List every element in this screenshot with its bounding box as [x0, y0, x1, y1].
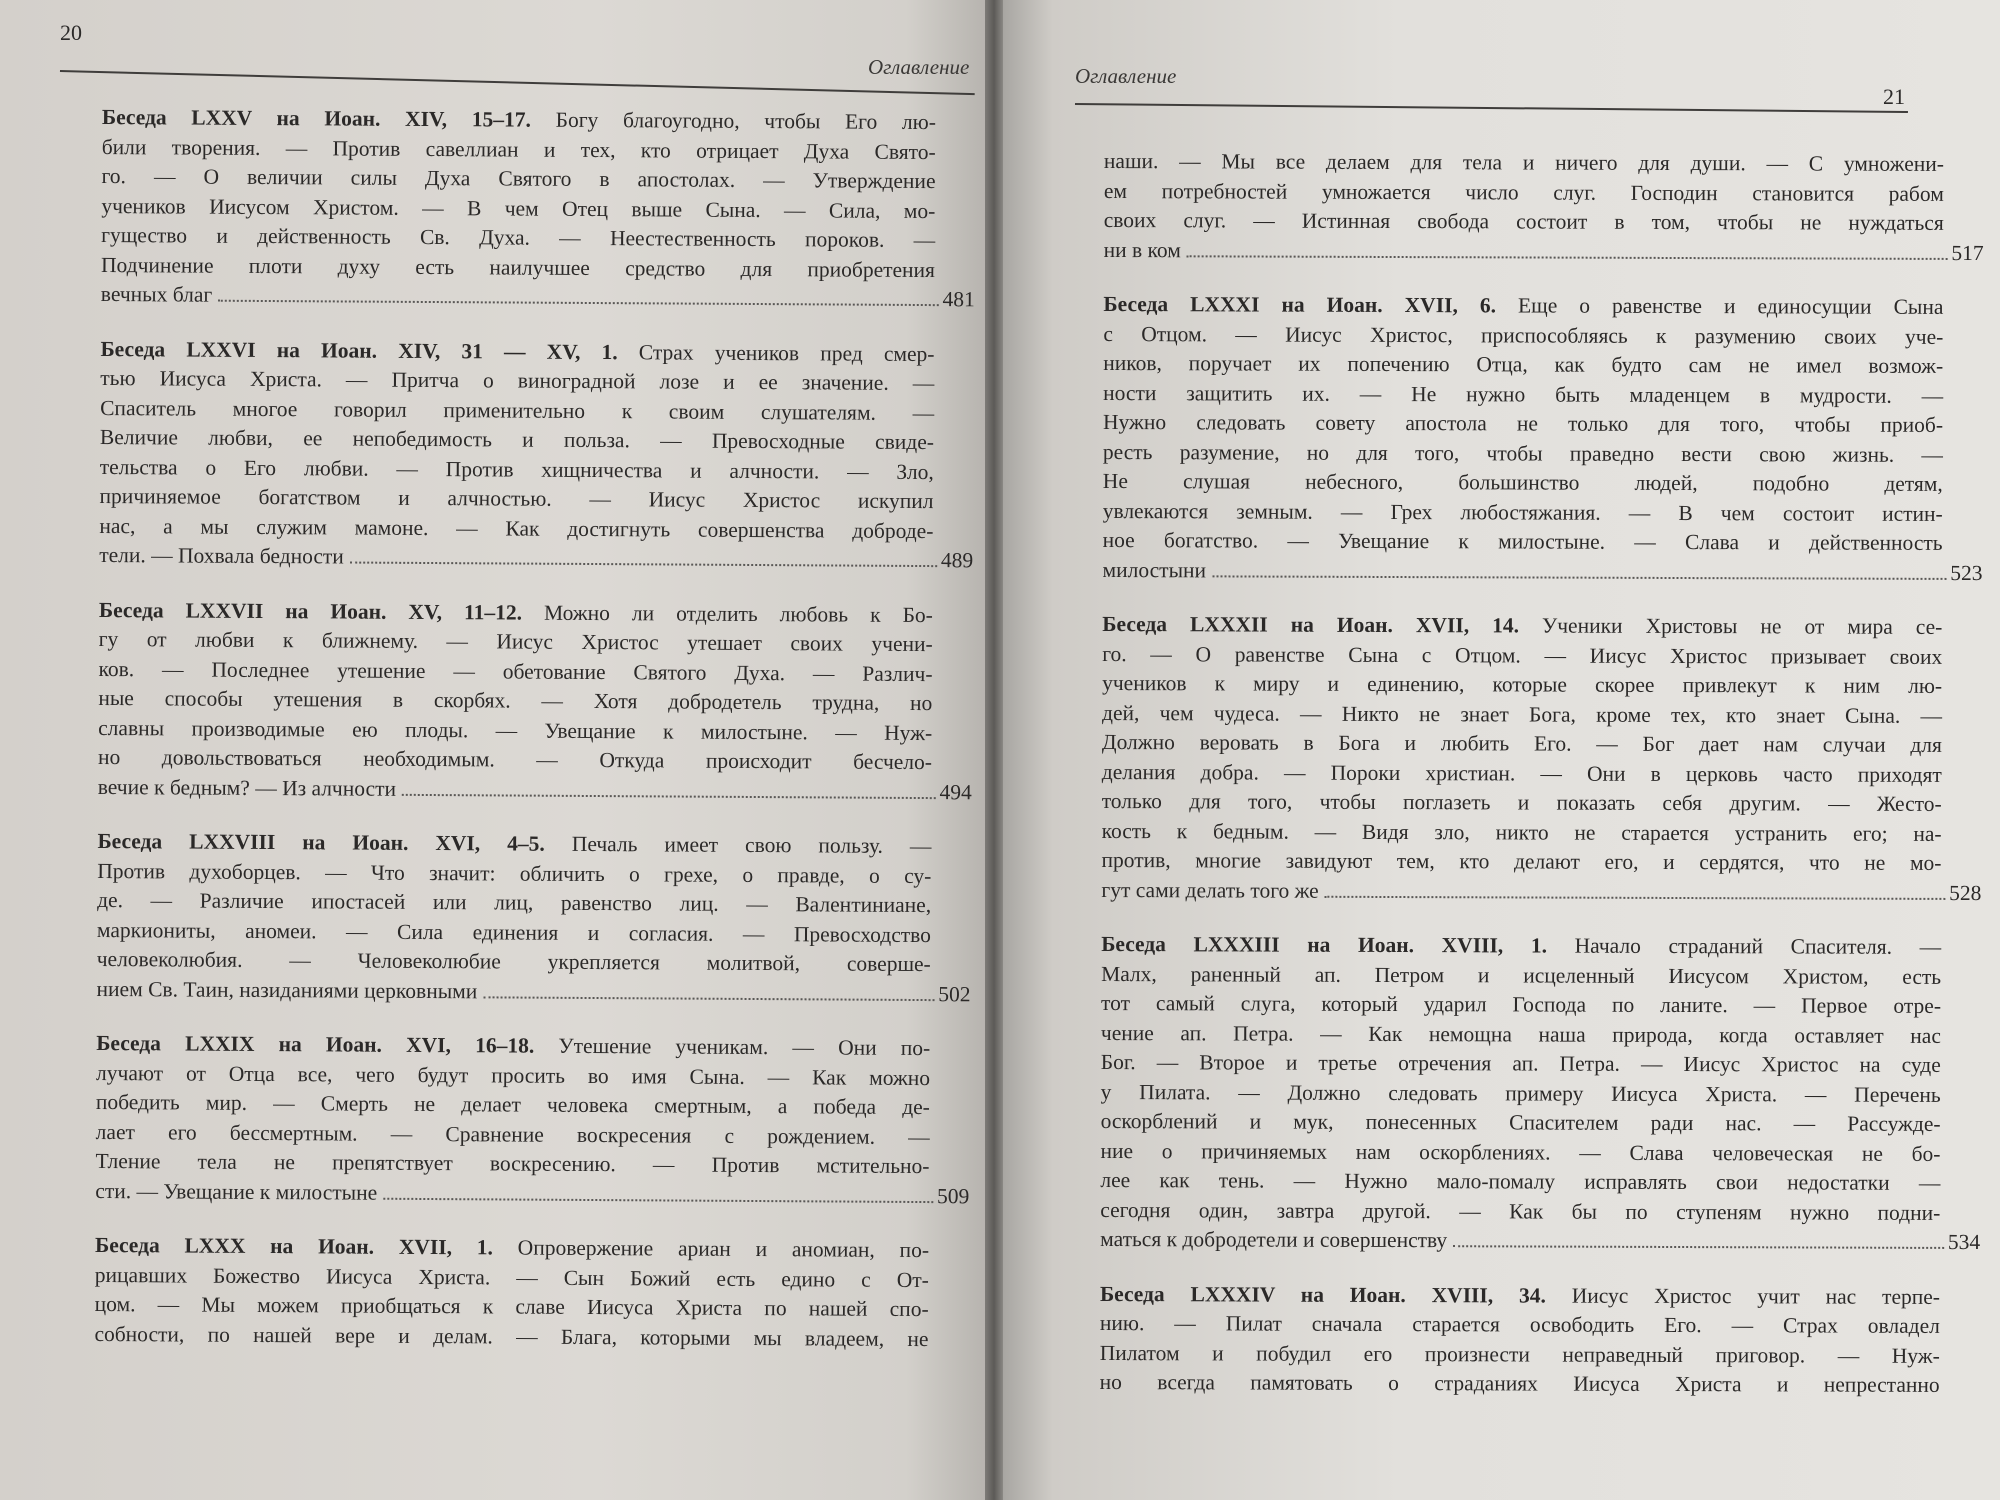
toc-entry-line: Малх, раненный ап. Петром и исцеленный Иисусом Христом, есть — [1101, 961, 1942, 989]
dot-leader — [483, 996, 934, 1001]
toc-entry-line: маркиониты, аномеи. — Сила единения и согласия. — Превосходство — [96, 917, 932, 947]
toc-entry — [101, 103, 976, 315]
toc-entry-title: Беседа LXXVIII на Иоан. XVI, 4–5. — [97, 828, 545, 856]
toc-entry-last-line: тели. — Похвала бедности 489 — [99, 541, 973, 576]
toc-entry-title: Беседа LXXIX на Иоан. XVI, 16–18. — [96, 1030, 535, 1058]
toc-entry-title: Беседа LXXVII на Иоан. XV, 11–12. — [98, 597, 523, 625]
toc-entry — [1104, 147, 1984, 268]
toc-entry — [1100, 930, 1981, 1258]
toc-entry-line: Бог. — Второе и третье отречения ап. Петра. — Иисус Христос на суде — [1100, 1049, 1941, 1077]
toc-entry-line: своих слуг. — Истинная свобода состоит в том, чтобы не нуждаться — [1103, 207, 1944, 235]
toc-entry — [1101, 610, 1982, 908]
toc-entry-line: только для того, чтобы поглазеть и показать себя другим. — Жесто- — [1101, 788, 1942, 816]
toc-entry-line: славны производимые ею плоды. — Увещание к милостыне. — Нуж- — [98, 715, 933, 745]
toc-entry-line: Спаситель многое говорил применительно к своим слушателям. — — [100, 395, 935, 425]
dot-leader — [350, 562, 937, 568]
toc-entry — [99, 334, 974, 575]
toc-entry-line: тью Иисуса Христа. — Притча о виноградной лозе и ее значение. — — [100, 365, 935, 396]
toc-entry-line: против, многие завидуют тем, кто делают его, и сердятся, что не мо- — [1101, 847, 1942, 875]
toc-entry-line: рицавших Божество Иисуса Христа. — Сын Божий есть едино с От- — [94, 1262, 929, 1292]
toc-entry-line: Беседа LXXXIV на Иоан. XVIII, 34. Иисус Христос учит нас терпе- — [1099, 1281, 1941, 1309]
toc-entry-title: Беседа LXXXI на Иоан. XVII, 6. — [1103, 291, 1497, 318]
toc-entry-line: Величие любви, ее непобедимость и польза. — Превосходные свиде- — [99, 424, 935, 455]
toc-entry-line: Тление тела не препятствует воскресению. — Против мстительно- — [95, 1148, 930, 1179]
toc-entry-line: сегодня один, завтра другой. — Как бы по ступеням нужно подни- — [1100, 1197, 1941, 1225]
dot-leader — [218, 300, 938, 306]
toc-entry-line: гущество и действенность Св. Духа. — Неестественность пороков. — — [101, 222, 936, 253]
toc-entry-line: причиняемое богатством и алчностью. — Иисус Христос искупил — [99, 483, 934, 514]
toc-entry-line: но всегда памятовать о страданиях Иисуса Христа и непрестанно — [1099, 1369, 1940, 1397]
toc-entry-line: тельства о Его любви. — Против хищничества и алчности. — Зло, — [99, 454, 934, 484]
toc-entry-line: Беседа LXXX на Иоан. XVII, 1. Опровержение ариан и аномиан, по- — [94, 1232, 930, 1263]
dot-leader — [1212, 575, 1946, 580]
toc-entry-line: Должно веровать в Бога и любить Его. — Бог дает нам случаи для — [1101, 729, 1942, 757]
toc-entry-line: гу от любви к ближнему. — Иисус Христос утешает своих учени- — [98, 626, 933, 657]
toc-entry — [98, 595, 973, 807]
toc-page-ref: 528 — [1949, 880, 1982, 905]
toc-entry-line: цом. — Мы можем приобщаться к славе Иисуса Христа по нашей спо- — [94, 1291, 929, 1322]
toc-entry-line: Не слушая небесного, большинство людей, подобно детям, — [1102, 468, 1943, 496]
running-head: Оглавление — [868, 55, 970, 79]
toc-page-ref: 481 — [942, 287, 975, 312]
toc-entry-line: Нужно следовать совету апостола не только для того, чтобы приоб- — [1102, 409, 1944, 437]
table-of-contents — [1100, 147, 1984, 1426]
toc-entry-line: оскорблений и мук, понесенных Спасителем ради нас. — Рассужде- — [1100, 1108, 1941, 1136]
toc-entry-line: лает его бессмертным. — Сравнение воскресения с рождением. — — [95, 1119, 930, 1149]
right-page — [1003, 0, 2000, 1500]
toc-entry-line: де. — Различие ипостасей или лиц, равенство лиц. — Валентиниане, — [97, 887, 932, 918]
toc-page-ref: 509 — [937, 1183, 970, 1208]
toc-entry-line: го. — О равенстве Сына с Отцом. — Иисус Христос призывает своих — [1102, 641, 1943, 669]
toc-page-ref: 523 — [1950, 560, 1983, 585]
toc-entry-line: тот самый слуга, который ударил Господа по ланите. — Первое отре- — [1100, 990, 1942, 1018]
toc-entry-title: Беседа LXXX на Иоан. XVII, 1. — [94, 1232, 494, 1260]
dot-leader — [383, 1197, 933, 1202]
toc-entry-last-line: вечие к бедным? — Из алчности 494 — [98, 772, 972, 807]
header-rule — [60, 70, 975, 95]
toc-page-ref: 502 — [938, 981, 971, 1006]
toc-entry-line: Беседа LXXXII на Иоан. XVII, 14. Ученики Христовы не от мира се- — [1102, 611, 1943, 639]
toc-entry-title: Беседа LXXVI на Иоан. XIV, 31 — XV, 1. — [100, 336, 618, 364]
toc-entry-last-line: сти. — Увещание к милостыне 509 — [95, 1176, 969, 1211]
dot-leader — [402, 793, 936, 798]
toc-entry-title: Беседа LXXXIV на Иоан. XVIII, 34. — [1099, 1281, 1546, 1308]
toc-entry-line: Беседа LXXVI на Иоан. XIV, 31 — XV, 1. Страх учеников пред смер- — [100, 336, 935, 366]
left-page — [0, 0, 985, 1500]
toc-entry-line: Беседа LXXV на Иоан. XIV, 15–17. Богу благоугодно, чтобы Его лю- — [101, 104, 936, 135]
toc-entry — [96, 827, 971, 1009]
toc-entry-line: ем потребностей умножается число слуг. Господин становится рабом — [1103, 178, 1944, 206]
toc-entry-line: го. — О величии силы Духа Святого в апостолах. — Утверждение — [101, 163, 936, 194]
toc-entry-line: с Отцом. — Иисус Христос, приспособляясь к разумению своих уче- — [1103, 321, 1944, 349]
dot-leader — [1187, 255, 1948, 260]
toc-entry-line: лее как тень. — Нужно мало-помалу исправлять свои недостатки — — [1100, 1167, 1941, 1195]
table-of-contents — [94, 103, 976, 1379]
toc-entry — [94, 1231, 969, 1354]
toc-entry-line: нию. — Пилат сначала старается освободить Его. — Страх овладел — [1099, 1310, 1940, 1338]
book-gutter — [985, 0, 1003, 1500]
toc-entry-line: учеников Иисусом Христом. — В чем Отец выше Сына. — Сила, мо- — [101, 193, 936, 223]
toc-entry-line: Беседа LXXIX на Иоан. XVI, 16–18. Утешение ученикам. — Они по- — [96, 1030, 931, 1061]
toc-entry-line: человеколюбия. — Человеколюбие укрепляется молитвой, соверше- — [96, 946, 931, 977]
toc-entry-last-line: нием Св. Таин, назиданиями церковными 502 — [96, 974, 970, 1009]
toc-entry-line: чение ап. Петра. — Как немощна наша природа, когда оставляет нас — [1100, 1020, 1941, 1048]
toc-entry-title: Беседа LXXXIII на Иоан. XVIII, 1. — [1101, 931, 1548, 958]
toc-entry-last-line: маться к добродетели и совершенству 534 — [1100, 1225, 1980, 1258]
toc-entry-line: ные способы утешения в скорбях. — Хотя добродетель трудна, но — [98, 685, 933, 716]
toc-entry-last-line: гут сами делать того же 528 — [1101, 875, 1981, 908]
toc-entry-line: лучают от Отца все, чего будут просить во имя Сына. — Как можно — [96, 1060, 931, 1090]
toc-entry-line: Беседа LXXVIII на Иоан. XVI, 4–5. Печаль имеет свою пользу. — — [97, 828, 932, 859]
toc-entry-line: ности защитить их. — Не нужно быть младенцем в мудрости. — — [1103, 380, 1944, 408]
toc-entry — [1102, 290, 1983, 588]
toc-entry-line: Беседа LXXXIII на Иоан. XVIII, 1. Начало страданий Спасителя. — — [1101, 931, 1942, 959]
running-head: Оглавление — [1075, 64, 1177, 88]
toc-entry-last-line: милостыни 523 — [1102, 555, 1982, 588]
toc-entry-line: ние о причиняемых нам оскорблениях. — Слава человеческая не бо- — [1100, 1138, 1941, 1166]
toc-entry-line: ков. — Последнее утешение — обетование Святого Духа. — Различ- — [98, 656, 933, 686]
toc-entry-line: наши. — Мы все делаем для тела и ничего для души. — С умножени- — [1103, 148, 1944, 176]
toc-entry-line: ное богатство. — Увещание к милостыне. — Слава и действенность — [1102, 527, 1943, 555]
page-number: 21 — [1883, 84, 1905, 109]
toc-entry-last-line: ни в ком 517 — [1104, 235, 1984, 268]
header-rule — [1075, 103, 1908, 113]
toc-entry-line: увлекаются земным. — Грех любостяжания. — В чем состоит истин- — [1102, 498, 1943, 526]
toc-entry-line: учеников к миру и единению, которые скорее привлекут к ним лю- — [1102, 670, 1943, 698]
toc-entry-line: кость к бедным. — Видя зло, никто не старается устранить его; на- — [1101, 818, 1942, 846]
toc-entry-line: Против духоборцев. — Что значит: обличить о грехе, о правде, о су- — [97, 858, 932, 888]
toc-entry-last-line: вечных благ 481 — [101, 280, 975, 315]
toc-entry-line: ресть разумение, но для того, чтобы праведно вести свою жизнь. — — [1102, 439, 1943, 467]
toc-entry-line: собности, по нашей вере и делам. — Блага, которыми мы владеем, не — [94, 1321, 929, 1351]
page-number: 20 — [60, 20, 82, 45]
toc-page-ref: 534 — [1947, 1229, 1981, 1255]
toc-entry-line: но довольствоваться необходимым. — Откуда происходит бесчело- — [97, 744, 933, 775]
dot-leader — [1325, 895, 1945, 899]
toc-entry-line: Беседа LXXVII на Иоан. XV, 11–12. Можно ли отделить любовь к Бо- — [98, 597, 933, 627]
toc-page-ref: 489 — [940, 548, 974, 573]
toc-entry-line: били творения. — Против савеллиан и тех, кто отрицает Духа Свято- — [101, 134, 936, 164]
toc-entry — [1100, 1279, 1980, 1400]
toc-entry-line: дей, чем чудеса. — Никто не знает Бога, кроме тех, кто знает Сына. — — [1101, 700, 1943, 728]
toc-page-ref: 517 — [1951, 240, 1984, 265]
toc-entry-line: Подчинение плоти духу есть наилучшее средство для приобретения — [100, 252, 936, 282]
toc-entry-title: Беседа LXXV на Иоан. XIV, 15–17. — [101, 104, 532, 132]
toc-entry-line: делания добра. — Пороки христиан. — Они в церковь часто приходят — [1101, 759, 1942, 787]
toc-entry-title: Беседа LXXXII на Иоан. XVII, 14. — [1102, 611, 1520, 638]
toc-entry-line: Беседа LXXXI на Иоан. XVII, 6. Еще о равенстве и единосущии Сына — [1103, 291, 1944, 319]
toc-entry-line: победить мир. — Смерть не делает человека смертным, а победа де- — [95, 1089, 930, 1120]
dot-leader — [1453, 1245, 1944, 1249]
toc-page-ref: 494 — [939, 779, 972, 804]
toc-entry-line: Пилатом и побудил его произнести неправедный приговор. — Нуж- — [1099, 1340, 1940, 1368]
toc-entry-line: ников, поручает их попечению Отца, как будто сам не имел возмож- — [1103, 350, 1944, 378]
toc-entry-line: нас, а мы служим мамоне. — Как достигнуть совершенства доброде- — [99, 513, 934, 543]
toc-entry-line: у Пилата. — Должно следовать примеру Иисуса Христа. — Перечень — [1100, 1079, 1941, 1107]
toc-entry — [95, 1029, 970, 1211]
